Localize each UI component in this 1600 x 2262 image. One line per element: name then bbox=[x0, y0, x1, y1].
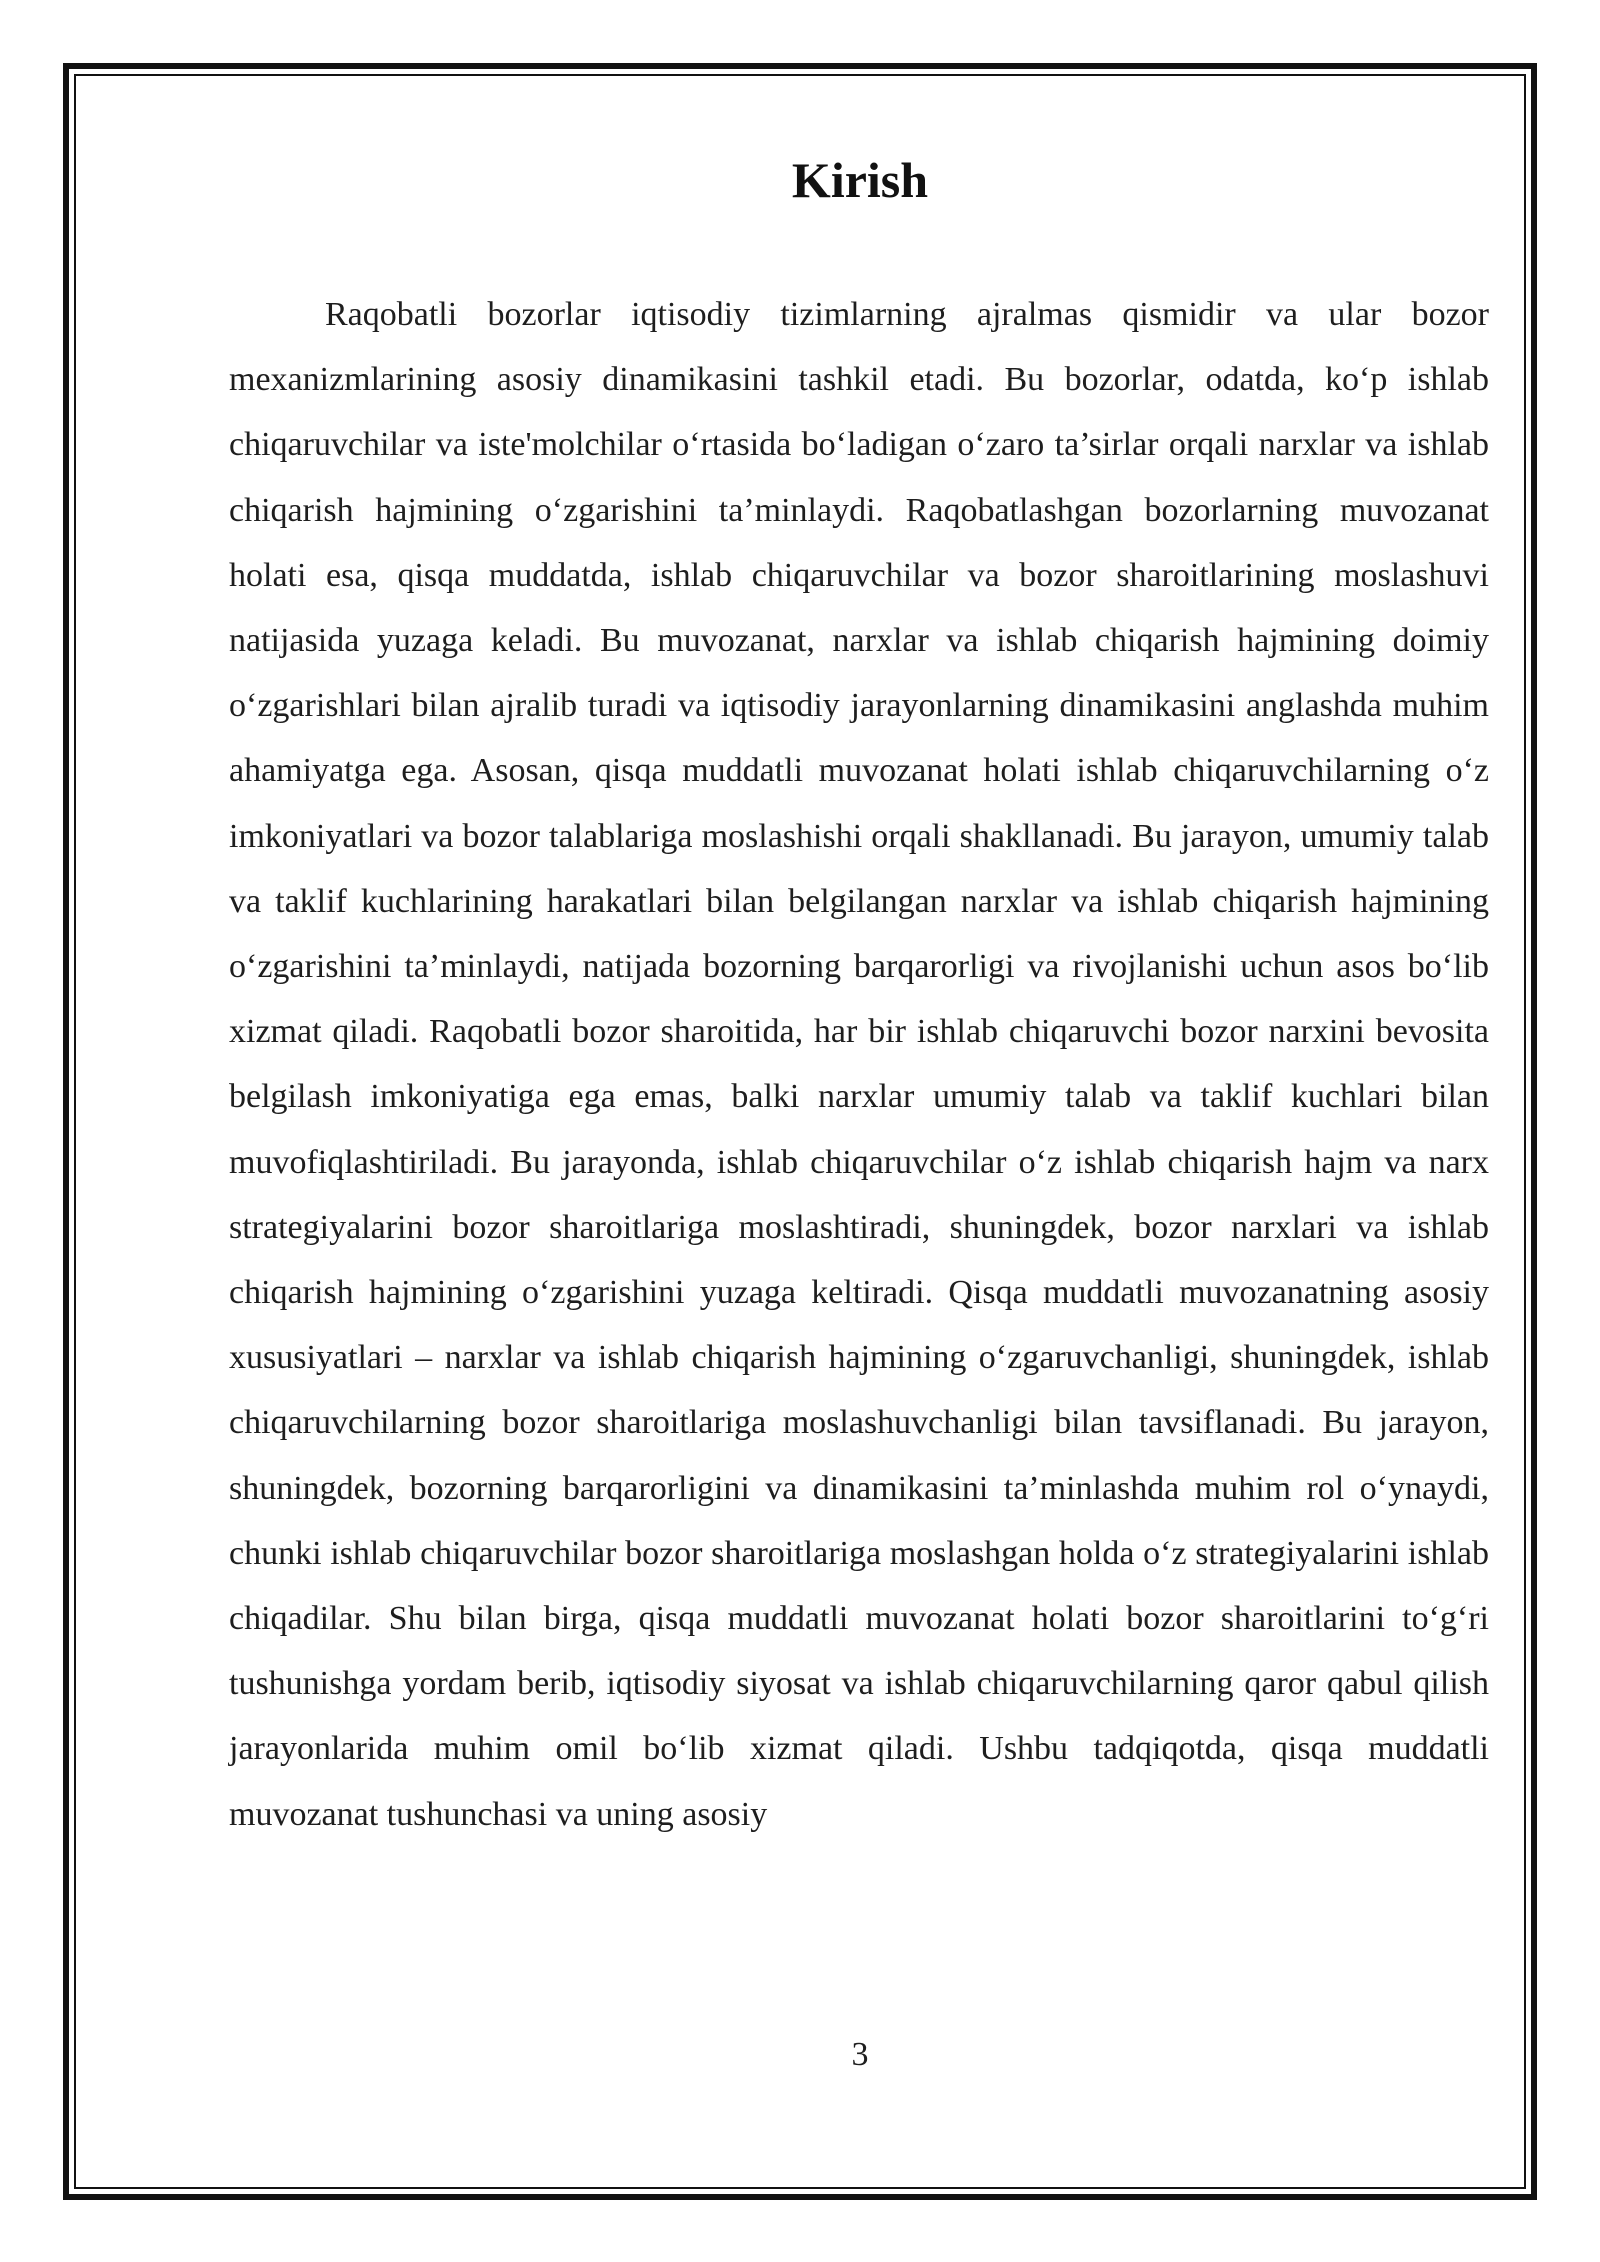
page-title: Kirish bbox=[791, 152, 929, 208]
page-number: 3 bbox=[851, 2036, 869, 2073]
body-paragraph: Raqobatli bozorlar iqtisodiy tizimlarning ajralmas qismidir va ular bozor mexanizmlarining asosiy dinamikasini tashkil etadi. Bu bozorlar, odatda, ko‘p ishlab chiqaruvchilar va iste'molchilar o‘rtasida bo‘ladigan o‘zaro ta’sirlar orqali narxlar va ishlab chiqarish hajmining o‘zgarishini ta’minlaydi. Raqobatlashgan bozorlarning muvozanat holati esa, qisqa muddatda, ishlab chiqaruvchilar va bozor sharoitlarining moslashuvi natijasida yuzaga keladi. Bu muvozanat, narxlar va ishlab chiqarish hajmining doimiy o‘zgarishlari bilan ajralib turadi va iqtisodiy jarayonlarning dinamikasini anglashda muhim ahamiyatga ega. Asosan, qisqa muddatli muvozanat holati ishlab chiqaruvchilarning o‘z imkoniyatlari va bozor talablariga moslashishi orqali shakllanadi. Bu jarayon, umumiy talab va taklif kuchlarining harakatlari bilan belgilangan narxlar va ishlab chiqarish hajmining o‘zgarishini ta’minlaydi, natijada bozorning barqarorligi va rivojlanishi uchun asos bo‘lib xizmat qiladi. Raqobatli bozor sharoitida, har bir ishlab chiqaruvchi bozor narxini bevosita belgilash imkoniyatiga ega emas, balki narxlar umumiy talab va taklif kuchlari bilan muvofiqlashtiriladi. Bu jarayonda, ishlab chiqaruvchilar o‘z ishlab chiqarish hajm va narx strategiyalarini bozor sharoitlariga moslashtiradi, shuningdek, bozor narxlari va ishlab chiqarish hajmining o‘zgarishini yuzaga keltiradi. Qisqa muddatli muvozanatning asosiy xususiyatlari – narxlar va ishlab chiqarish hajmining o‘zgaruvchanligi, shuningdek, ishlab chiqaruvchilarning bozor sharoitlariga moslashuvchanligi bilan tavsiflanadi. Bu jarayon, shuningdek, bozorning barqarorligini va dinamikasini ta’minlashda muhim rol o‘ynaydi, chunki ishlab chiqaruvchilar bozor sharoitlariga moslashgan holda o‘z strategiyalarini ishlab chiqadilar. Shu bilan birga, qisqa muddatli muvozanat holati bozor sharoitlarini to‘g‘ri tushunishga yordam berib, iqtisodiy siyosat va ishlab chiqaruvchilarning qaror qabul qilish jarayonlarida muhim omil bo‘lib xizmat qiladi. Ushbu tadqiqotda, qisqa muddatli muvozanat tushunchasi va uning asosiy bbox=[229, 296, 1489, 1833]
